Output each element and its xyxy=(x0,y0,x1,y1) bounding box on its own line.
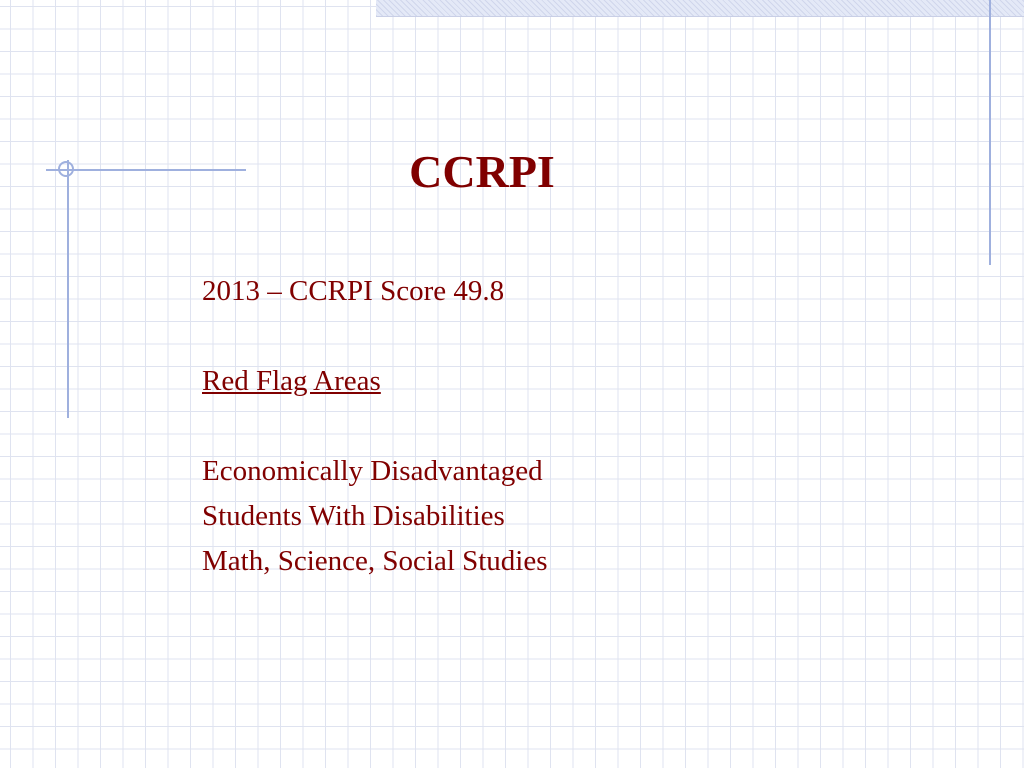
slide-body xyxy=(202,269,962,584)
slide-title: CCRPI xyxy=(409,146,555,197)
spacer xyxy=(202,314,962,359)
corner-circle-icon xyxy=(58,161,74,177)
list-item-subjects: Math, Science, Social Studies xyxy=(202,545,548,577)
list-item-economically-disadvantaged: Economically Disadvantaged xyxy=(202,455,543,487)
list-item-students-with-disabilities: Students With Disabilities xyxy=(202,500,505,532)
score-line: 2013 – CCRPI Score 49.8 xyxy=(202,275,505,307)
left-decorative-line xyxy=(67,160,69,418)
title-decorative-line xyxy=(46,169,246,171)
right-decorative-line xyxy=(989,0,991,265)
top-decorative-band xyxy=(376,0,1024,17)
spacer xyxy=(202,404,962,449)
red-flag-heading: Red Flag Areas xyxy=(202,365,381,397)
